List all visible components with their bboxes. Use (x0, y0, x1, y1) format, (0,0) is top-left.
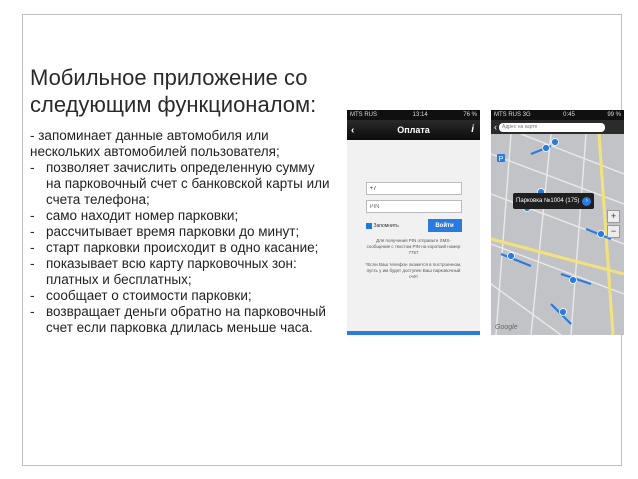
carrier-label: MTS RUS (350, 112, 377, 118)
list-item: - само находит номер парковки; (30, 208, 330, 224)
battery-label: 76 % (463, 112, 477, 118)
svg-text:P: P (498, 156, 504, 163)
back-arrow-icon[interactable]: ‹ (494, 122, 497, 132)
map-screenshot (491, 110, 624, 335)
list-item: - позволяет зачислить определенную сумму на парковочный счет с банковской карты или счета телефона; (30, 160, 330, 208)
remember-checkbox[interactable] (366, 223, 399, 229)
parking-map[interactable] (491, 134, 624, 335)
chevron-right-icon[interactable]: › (582, 197, 591, 206)
payment-screenshot (347, 110, 480, 335)
battery-label: 99 % (607, 112, 621, 118)
remember-label: Запомнить (373, 222, 399, 229)
list-item: - возвращает деньги обратно на парковочный счет если парковка длилась меньше часа. (30, 304, 330, 336)
slide-title: Мобильное приложение со следующим функционалом: (30, 65, 317, 117)
feature-list (30, 128, 330, 336)
back-arrow-icon[interactable]: ‹ (351, 125, 355, 136)
list-item: - рассчитывает время парковки до минут; (30, 224, 330, 240)
clock-label: 0:45 (563, 112, 575, 118)
info-icon[interactable]: i (471, 124, 474, 135)
zoom-in-button[interactable]: + (607, 210, 620, 223)
list-item: - запоминает данные автомобиля или нескольких автомобилей пользователя; (30, 128, 280, 159)
clock-label: 13:14 (412, 112, 428, 118)
remember-row (366, 219, 462, 232)
pin-input[interactable] (366, 200, 462, 213)
bottom-bar (347, 331, 480, 335)
carrier-label: MTS RUS 3G (494, 112, 531, 118)
list-item: - старт парковки происходит в одно касание; (30, 240, 330, 256)
google-watermark: Google (495, 324, 518, 331)
list-item: - показывает всю карту парковочных зон: платных и бесплатных; (30, 256, 330, 288)
list-item: - сообщает о стоимости парковки; (30, 288, 330, 304)
nav-bar (347, 120, 480, 140)
zoom-out-button[interactable]: − (607, 225, 620, 238)
callout-text: Парковка №1004 (175) (516, 198, 580, 204)
sms-note: Для получения PIN отправьте SMS-сообщение с текстом PIN на короткий номер 7757 (366, 238, 461, 255)
status-bar (347, 110, 480, 120)
address-search-input[interactable] (499, 123, 605, 132)
parking-callout[interactable] (513, 193, 594, 209)
account-note: *Если Ваш телефон окажется в построенном, пусть у им будет доступен Ваш парковочный счёт (365, 262, 462, 279)
phone-input[interactable] (366, 182, 462, 195)
login-button[interactable]: Войти (428, 219, 462, 232)
checkbox-icon (366, 223, 372, 229)
map-search-bar (491, 120, 624, 134)
status-bar (491, 110, 624, 120)
nav-title: Оплата (397, 125, 430, 135)
